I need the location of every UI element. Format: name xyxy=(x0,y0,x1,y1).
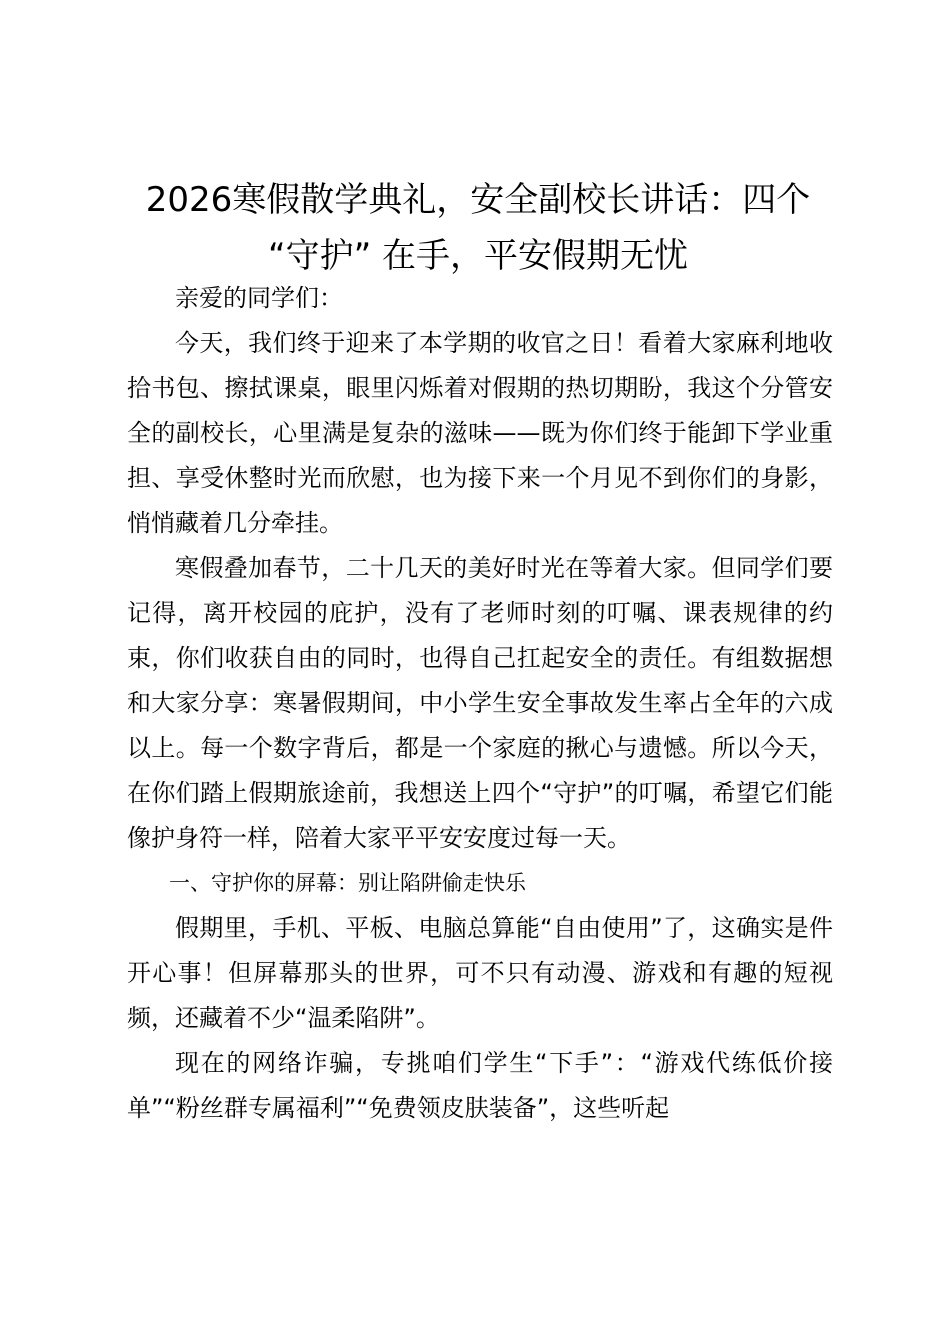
document-title xyxy=(118,172,838,284)
paragraph-winter-break: 寒假叠加春节，二十几天的美好时光在等着大家。但同学们要记得，离开校园的庇护，没有了老师时刻的叮嘱、课表规律的约束，你们收获自由的同时，也得自己扛起安全的责任。有组数据想和大家分享：寒暑假期间，中小学生安全事故发生率占全年的六成以上。每一个数字背后，都是一个家庭的揪心与遗憾。所以今天，在你们踏上假期旅途前，我想送上四个“守护”的叮嘱，希望它们能像护身符一样，陪着大家平平安安度过每一天。 xyxy=(127,554,833,852)
section-heading-1: 一、守护你的屏幕：别让陷阱偷走快乐 xyxy=(169,871,526,895)
paragraph-online-fraud: 现在的网络诈骗，专挑咱们学生“下手”：“游戏代练低价接单”“粉丝群专属福利”“免费领皮肤装备”，这些听起 xyxy=(127,1049,833,1122)
paragraph-opening: 今天，我们终于迎来了本学期的收官之日！看着大家麻利地收拾书包、擦拭课桌，眼里闪烁着对假期的热切期盼，我这个分管安全的副校长，心里满是复杂的滋味——既为你们终于能卸下学业重担、享受休整时光而欣慰，也为接下来一个月见不到你们的身影，悄悄藏着几分牵挂。 xyxy=(127,329,833,537)
salutation: 亲爱的同学们： xyxy=(175,284,343,312)
title-line-2: “守护” 在手，平安假期无忧 xyxy=(267,236,689,276)
paragraph-screens: 假期里，手机、平板、电脑总算能“自由使用”了，这确实是件开心事！但屏幕那头的世界，可不只有动漫、游戏和有趣的短视频，还藏着不少“温柔陷阱”。 xyxy=(127,914,833,1032)
document-body xyxy=(127,276,833,1131)
title-line-1: 2026寒假散学典礼，安全副校长讲话：四个 xyxy=(145,180,811,220)
